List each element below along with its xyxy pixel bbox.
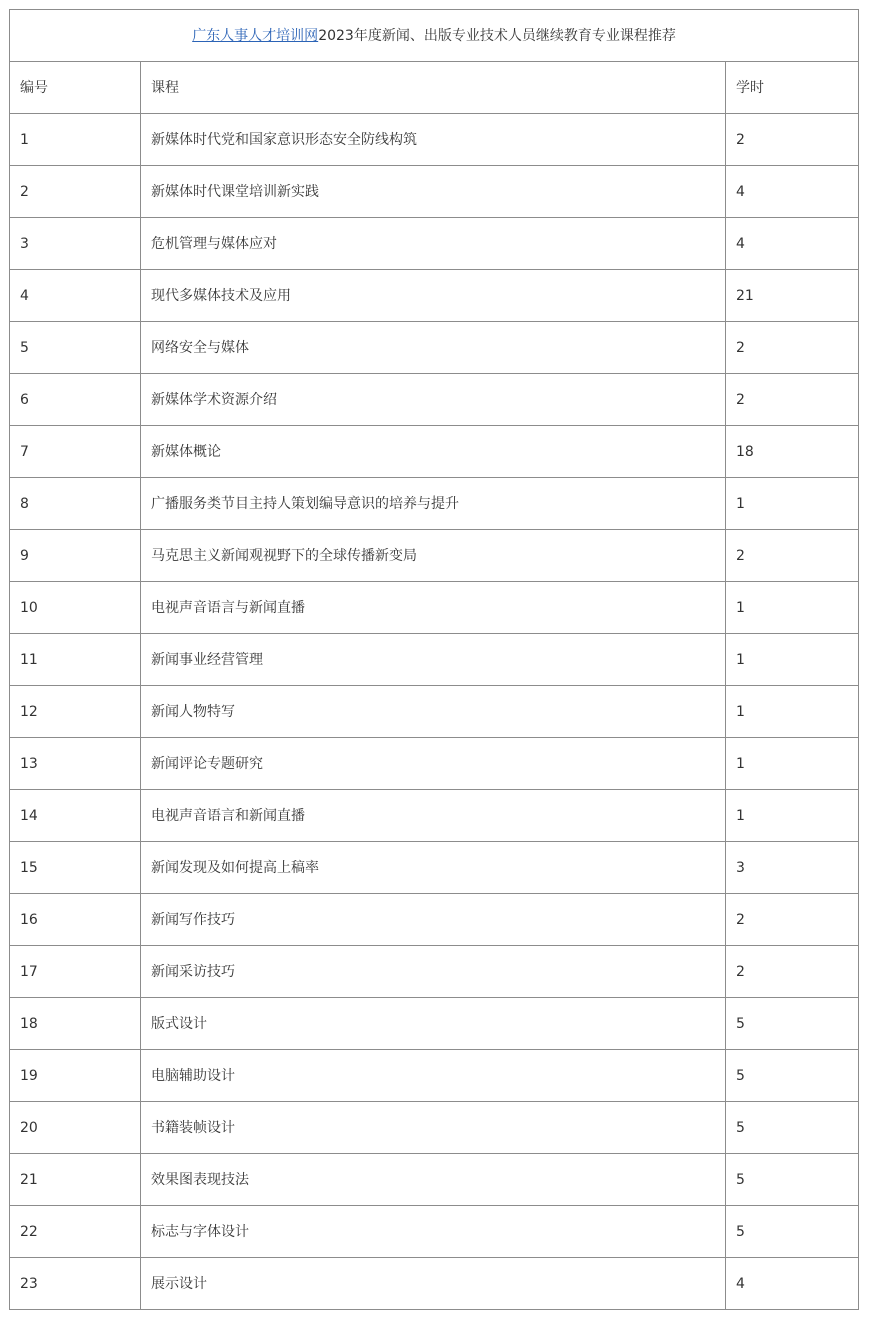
table-row xyxy=(10,842,859,894)
table-row xyxy=(10,946,859,998)
cell-number: 13 xyxy=(10,738,141,790)
cell-course: 现代多媒体技术及应用 xyxy=(141,270,726,322)
course-table-body xyxy=(10,10,859,1310)
table-row xyxy=(10,1154,859,1206)
cell-course: 书籍装帧设计 xyxy=(141,1102,726,1154)
cell-hours: 2 xyxy=(726,530,859,582)
cell-number: 23 xyxy=(10,1258,141,1310)
cell-course: 新媒体学术资源介绍 xyxy=(141,374,726,426)
header-course: 课程 xyxy=(141,62,726,114)
table-row xyxy=(10,426,859,478)
cell-course: 网络安全与媒体 xyxy=(141,322,726,374)
header-number: 编号 xyxy=(10,62,141,114)
cell-number: 22 xyxy=(10,1206,141,1258)
cell-course: 展示设计 xyxy=(141,1258,726,1310)
table-row xyxy=(10,166,859,218)
cell-hours: 1 xyxy=(726,738,859,790)
table-title-row xyxy=(10,10,859,62)
cell-course: 马克思主义新闻观视野下的全球传播新变局 xyxy=(141,530,726,582)
cell-number: 11 xyxy=(10,634,141,686)
table-row xyxy=(10,1102,859,1154)
cell-number: 19 xyxy=(10,1050,141,1102)
table-row xyxy=(10,582,859,634)
table-row xyxy=(10,218,859,270)
cell-hours: 4 xyxy=(726,218,859,270)
cell-course: 危机管理与媒体应对 xyxy=(141,218,726,270)
cell-course: 新闻写作技巧 xyxy=(141,894,726,946)
cell-hours: 3 xyxy=(726,842,859,894)
cell-course: 新闻事业经营管理 xyxy=(141,634,726,686)
cell-hours: 5 xyxy=(726,998,859,1050)
table-row xyxy=(10,374,859,426)
cell-number: 15 xyxy=(10,842,141,894)
cell-hours: 5 xyxy=(726,1102,859,1154)
table-row xyxy=(10,634,859,686)
cell-hours: 2 xyxy=(726,894,859,946)
cell-hours: 2 xyxy=(726,374,859,426)
cell-hours: 2 xyxy=(726,114,859,166)
cell-hours: 4 xyxy=(726,166,859,218)
cell-number: 5 xyxy=(10,322,141,374)
cell-number: 14 xyxy=(10,790,141,842)
cell-hours: 21 xyxy=(726,270,859,322)
cell-number: 12 xyxy=(10,686,141,738)
cell-course: 电视声音语言和新闻直播 xyxy=(141,790,726,842)
cell-course: 新闻采访技巧 xyxy=(141,946,726,998)
table-row xyxy=(10,270,859,322)
cell-course: 新媒体时代课堂培训新实践 xyxy=(141,166,726,218)
cell-hours: 4 xyxy=(726,1258,859,1310)
course-table-container xyxy=(9,9,859,1310)
cell-number: 17 xyxy=(10,946,141,998)
cell-course: 广播服务类节目主持人策划编导意识的培养与提升 xyxy=(141,478,726,530)
table-row xyxy=(10,1050,859,1102)
cell-hours: 5 xyxy=(726,1154,859,1206)
cell-hours: 1 xyxy=(726,634,859,686)
cell-course: 新闻评论专题研究 xyxy=(141,738,726,790)
cell-number: 10 xyxy=(10,582,141,634)
site-link[interactable]: 广东人事人才培训网 xyxy=(192,27,319,44)
header-hours: 学时 xyxy=(726,62,859,114)
table-row xyxy=(10,322,859,374)
cell-number: 4 xyxy=(10,270,141,322)
cell-number: 20 xyxy=(10,1102,141,1154)
table-row xyxy=(10,738,859,790)
table-title xyxy=(10,10,859,62)
cell-hours: 1 xyxy=(726,686,859,738)
table-row xyxy=(10,478,859,530)
cell-course: 版式设计 xyxy=(141,998,726,1050)
cell-hours: 2 xyxy=(726,946,859,998)
table-title-text: 2023年度新闻、出版专业技术人员继续教育专业课程推荐 xyxy=(318,27,676,44)
cell-number: 9 xyxy=(10,530,141,582)
cell-number: 3 xyxy=(10,218,141,270)
table-row xyxy=(10,894,859,946)
cell-number: 18 xyxy=(10,998,141,1050)
cell-course: 效果图表现技法 xyxy=(141,1154,726,1206)
table-header-row xyxy=(10,62,859,114)
cell-hours: 18 xyxy=(726,426,859,478)
course-table xyxy=(9,9,859,1310)
cell-number: 6 xyxy=(10,374,141,426)
cell-course: 电脑辅助设计 xyxy=(141,1050,726,1102)
cell-course: 新媒体概论 xyxy=(141,426,726,478)
cell-number: 2 xyxy=(10,166,141,218)
table-row xyxy=(10,1258,859,1310)
cell-hours: 5 xyxy=(726,1050,859,1102)
cell-hours: 1 xyxy=(726,790,859,842)
cell-number: 7 xyxy=(10,426,141,478)
cell-number: 16 xyxy=(10,894,141,946)
cell-course: 标志与字体设计 xyxy=(141,1206,726,1258)
table-row xyxy=(10,114,859,166)
cell-number: 8 xyxy=(10,478,141,530)
table-row xyxy=(10,998,859,1050)
table-row xyxy=(10,530,859,582)
table-row xyxy=(10,686,859,738)
cell-course: 电视声音语言与新闻直播 xyxy=(141,582,726,634)
cell-course: 新闻发现及如何提高上稿率 xyxy=(141,842,726,894)
cell-course: 新媒体时代党和国家意识形态安全防线构筑 xyxy=(141,114,726,166)
cell-hours: 1 xyxy=(726,478,859,530)
cell-number: 1 xyxy=(10,114,141,166)
table-row xyxy=(10,790,859,842)
cell-hours: 2 xyxy=(726,322,859,374)
cell-hours: 1 xyxy=(726,582,859,634)
cell-hours: 5 xyxy=(726,1206,859,1258)
cell-number: 21 xyxy=(10,1154,141,1206)
table-row xyxy=(10,1206,859,1258)
cell-course: 新闻人物特写 xyxy=(141,686,726,738)
